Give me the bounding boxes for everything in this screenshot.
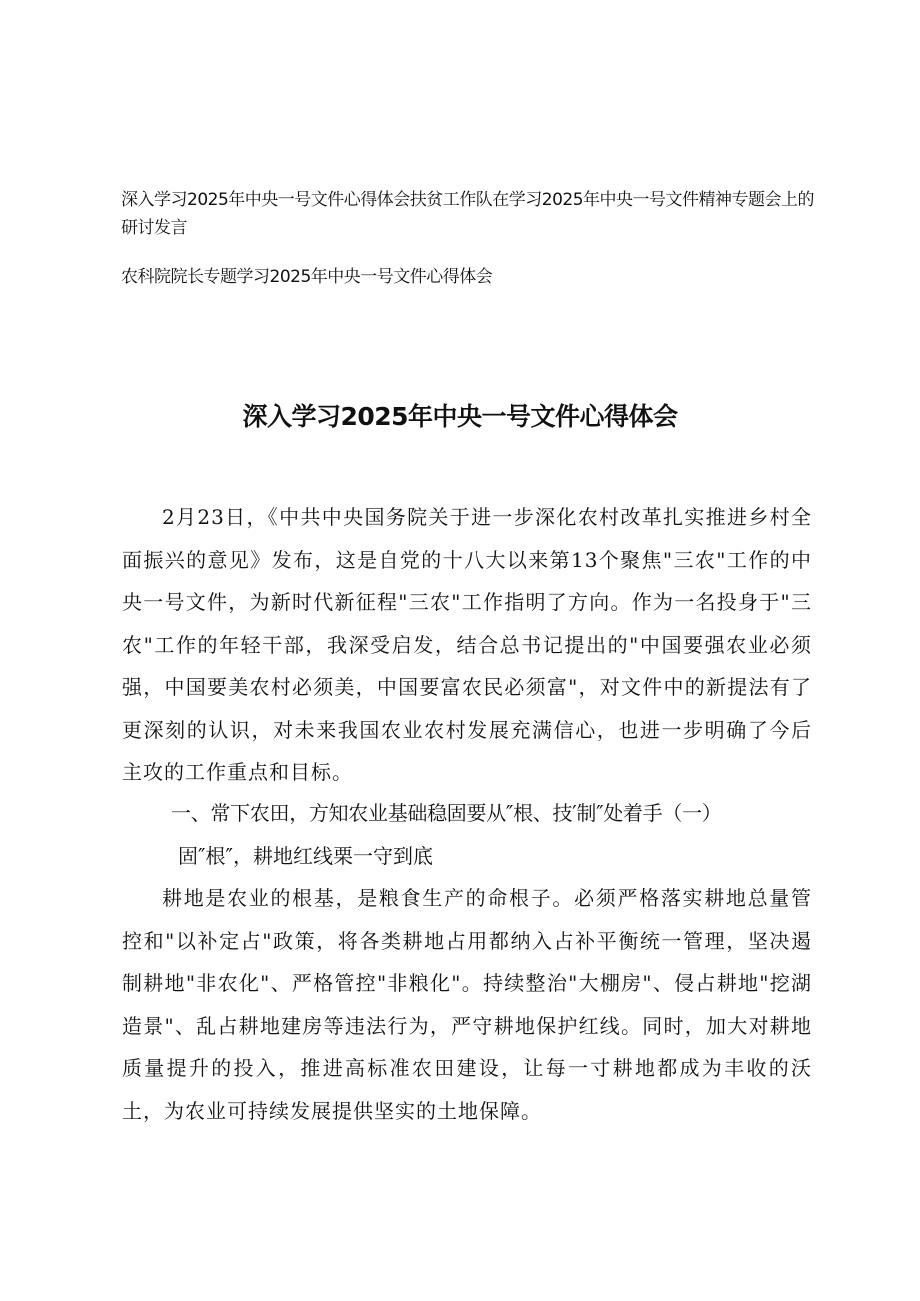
table-of-contents (121, 186, 821, 291)
body-paragraph-2: 耕地是农业的根基，是粮食生产的命根子。必须严格落实耕地总量管控和"以补定占"政策，将各类耕地占用都纳入占补平衡统一管理，坚决遏制耕地"非农化"、严格管控"非粮化"。持续整治"大棚房"、侵占耕地"挖湖造景"、乱占耕地建房等违法行为，严守耕地保护红线。同时，加大对耕地质量提升的投入，推进高标准农田建设，让每一寸耕地都成为丰收的沃土，为农业可持续发展提供坚实的土地保障。 (122, 886, 812, 1123)
section-heading-line-1: 一、常下农田，方知农业基础稳固要从″根、技′制″处着手（一） (171, 801, 722, 825)
toc-item-1: 深入学习2025年中央一号文件心得体会扶贫工作队在学习2025年中央一号文件精神专题会上的研讨发言 (121, 190, 815, 238)
document-title: 深入学习2025年中央一号文件心得体会 (242, 402, 678, 431)
toc-item-2: 农科院院长专题学习2025年中央一号文件心得体会 (121, 267, 493, 287)
section-heading-1 (122, 792, 812, 877)
body-paragraph-1: 2月23日，《中共中央国务院关于进一步深化农村改革扎实推进乡村全面振兴的意见》发布，这是自党的十八大以来第13个聚焦"三农"工作的中央一号文件，为新时代新征程"三农"工作指明了方向。作为一名投身于"三农"工作的年轻干部，我深受启发，结合总书记提出的"中国要强农业必须强，中国要美农村必须美，中国要富农民必须富"，对文件中的新提法有了更深刻的认识，对未来我国农业农村发展充满信心，也进一步明确了今后主攻的工作重点和目标。 (122, 505, 812, 784)
section-heading-line-2: 固″根″，耕地红线栗一守到底 (178, 843, 433, 868)
